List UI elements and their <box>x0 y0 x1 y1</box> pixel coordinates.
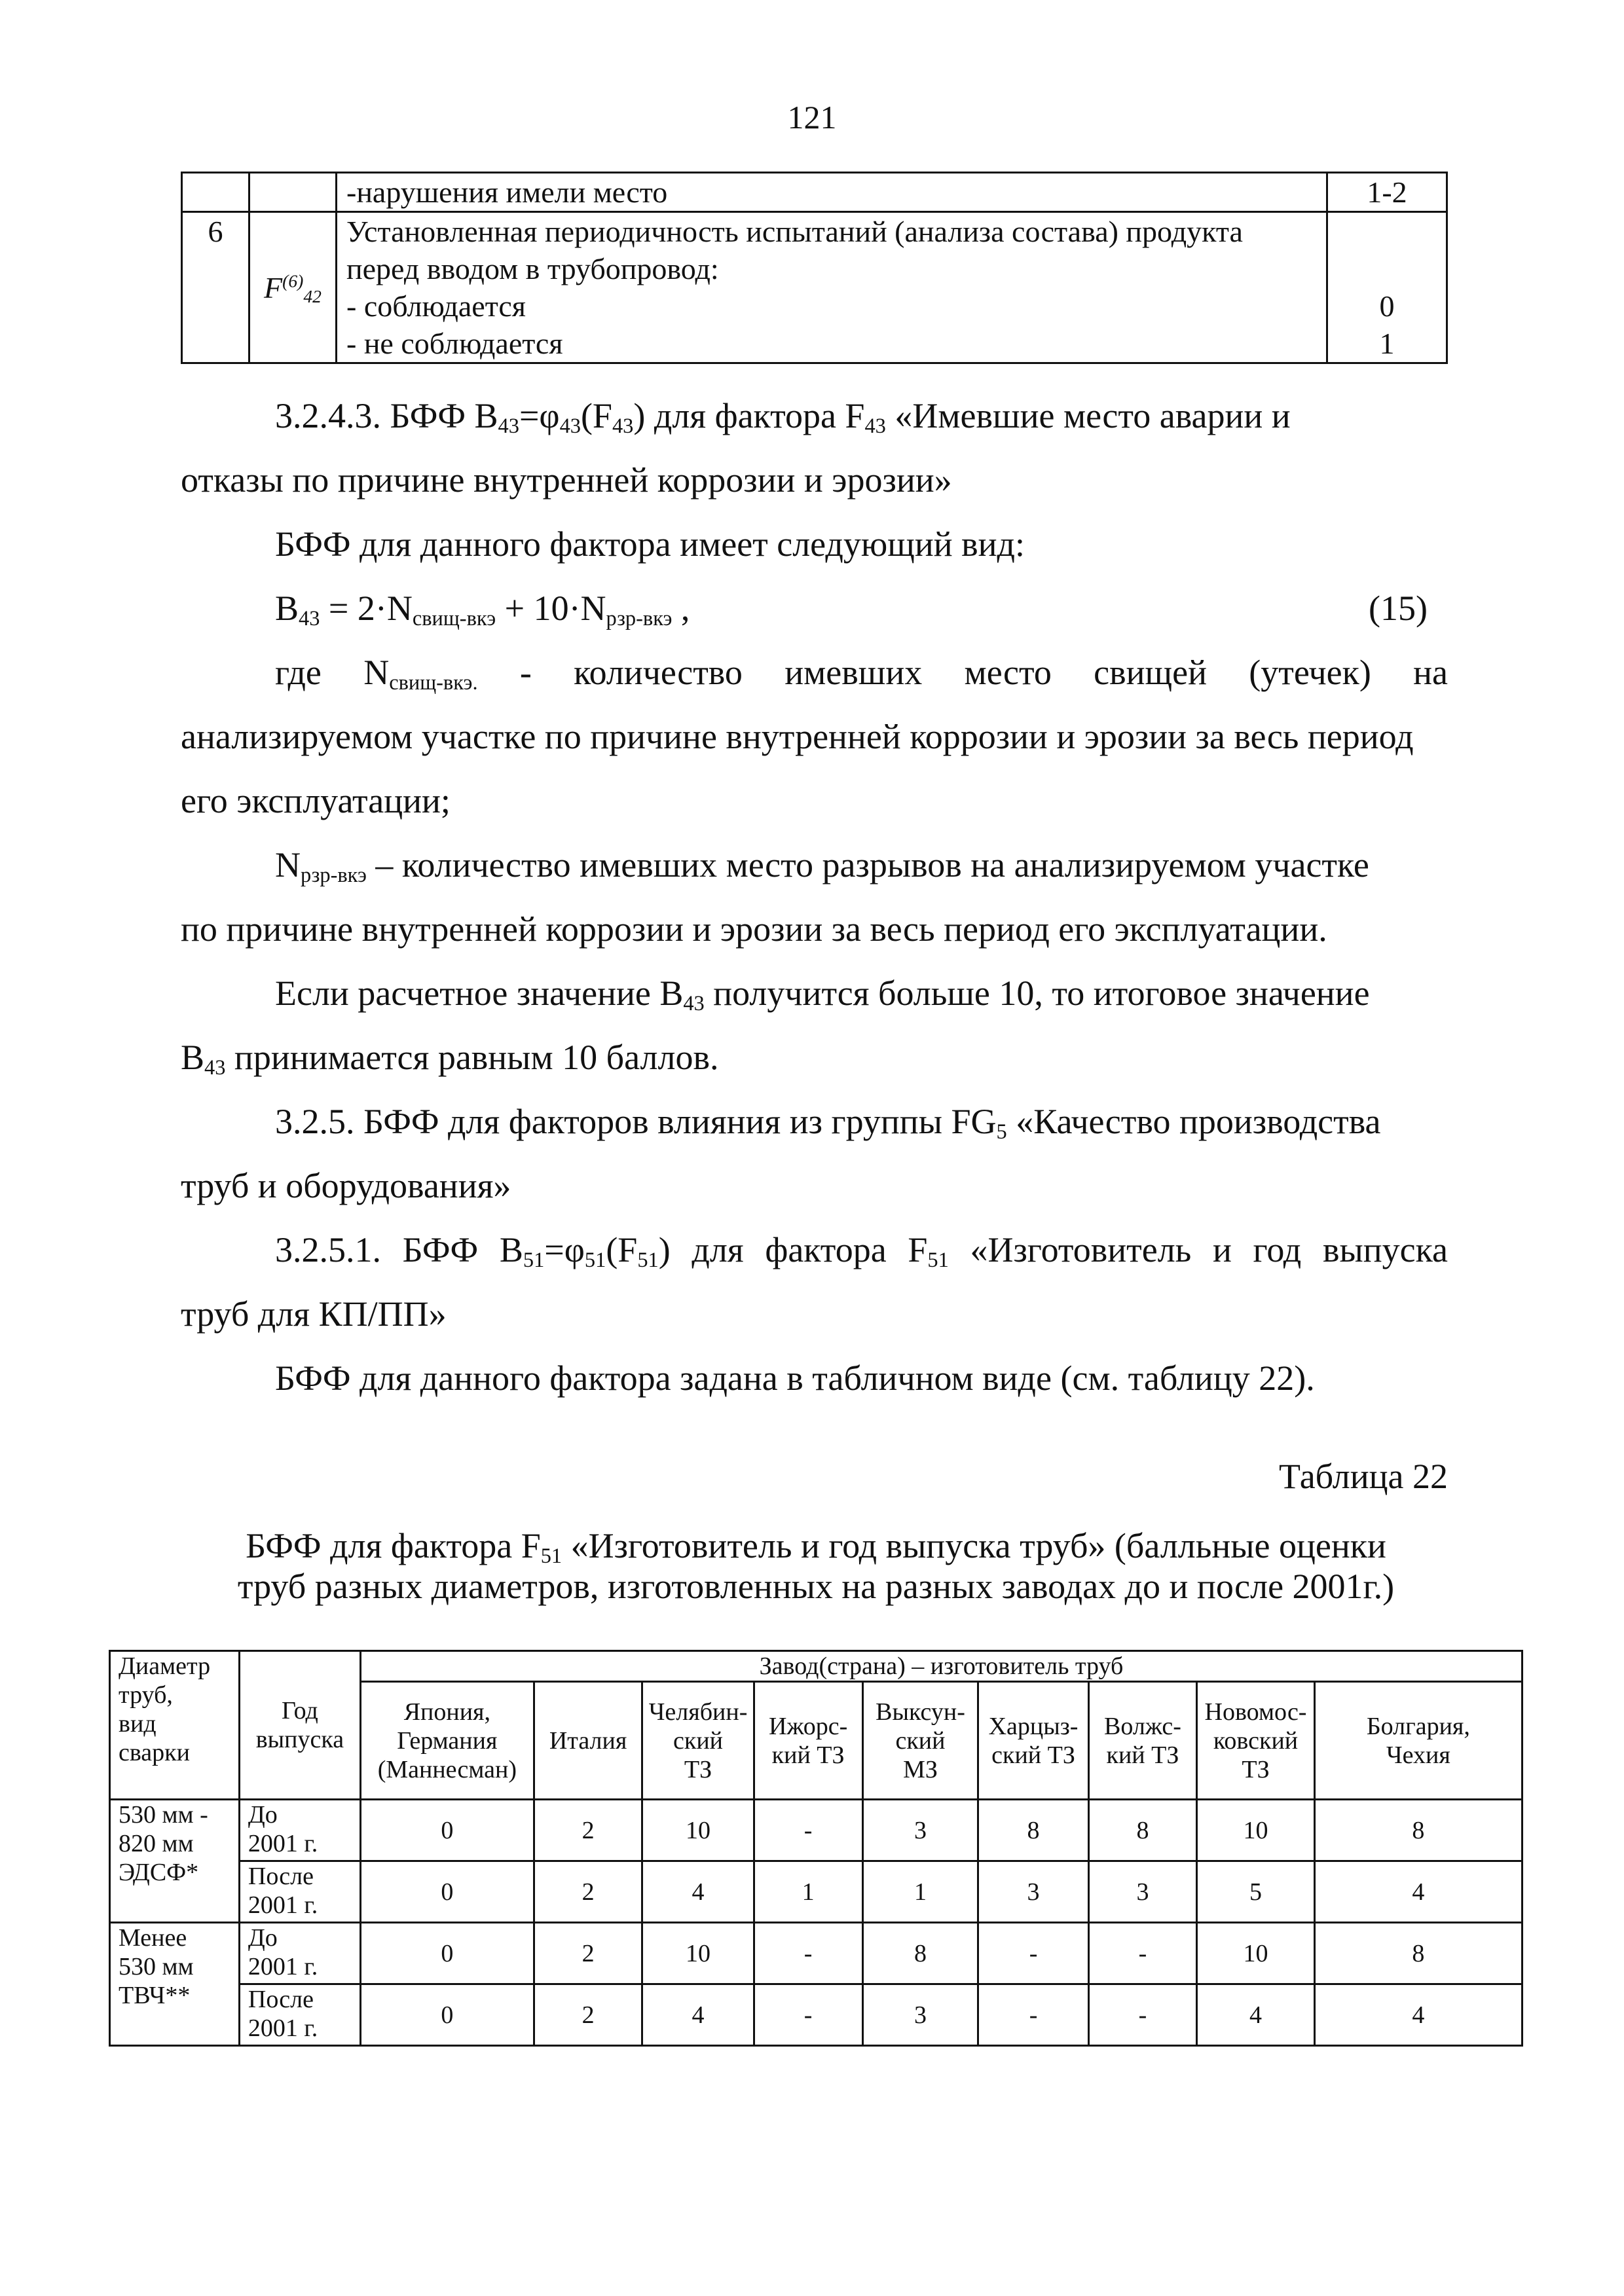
score-cell: 8 <box>1088 1800 1197 1861</box>
score-cell: 0 <box>360 1861 534 1923</box>
page-number: 121 <box>787 99 837 136</box>
row-number: 6 <box>182 212 249 363</box>
score-cell: 8 <box>1314 1800 1522 1861</box>
table-row <box>110 1923 1522 1984</box>
row-year: До 2001 г. <box>239 1800 360 1861</box>
formula-number: (15) <box>1369 589 1428 628</box>
header-plant-group: Завод(страна) – изготовитель труб <box>360 1651 1522 1682</box>
header-plant: Выксун- ский МЗ <box>862 1682 978 1800</box>
score-cell: 3 <box>862 1800 978 1861</box>
header-plant: Челябин- ский ТЗ <box>642 1682 754 1800</box>
score-cell: 1 <box>862 1861 978 1923</box>
header-plant: Харцыз- ский ТЗ <box>978 1682 1088 1800</box>
top-table <box>181 172 1448 364</box>
score-cell: 4 <box>642 1861 754 1923</box>
score-cell: 4 <box>1197 1984 1315 2046</box>
paragraph-line: где $N_{свищ-вкэ.}$ - количество имевших место свищей (утечек) на <box>275 653 1449 695</box>
paragraph-line: его эксплуатации; <box>181 781 451 820</box>
score-cell: 0 <box>360 1984 534 2046</box>
score-cell: 5 <box>1197 1861 1315 1923</box>
score-cell: - <box>978 1984 1088 2046</box>
paragraph-line: $В_{43}$ принимается равным 10 баллов. <box>181 1038 719 1080</box>
score-cell: - <box>1088 1984 1197 2046</box>
table-header-row <box>110 1651 1522 1682</box>
table-label: Таблица 22 <box>1279 1457 1448 1496</box>
score-cell: - <box>754 1984 862 2046</box>
score-cell: 8 <box>1314 1923 1522 1984</box>
factor-symbol: $F^{(6)}_{42}$ <box>249 212 337 363</box>
section-heading-3251: 3.2.5.1. БФФ $В_{51}=\varphi_{51}(F_{51})$ для фактора $F_{51}$ «Изготовитель и год выпуска <box>275 1230 1448 1273</box>
score-cell: 2 <box>534 1800 642 1861</box>
score-cell: 2 <box>534 1861 642 1923</box>
score-cell: 0 <box>360 1923 534 1984</box>
score-cell: 1 <box>754 1861 862 1923</box>
header-plant: Япония, Германия (Маннесман) <box>360 1682 534 1800</box>
paragraph-line: Если расчетное значение $В_{43}$ получится больше 10, то итоговое значение <box>275 974 1370 1016</box>
score-cell: 3 <box>862 1984 978 2046</box>
paragraph-line: анализируемом участке по причине внутренней коррозии и эрозии за весь период <box>181 717 1414 756</box>
row-year: До 2001 г. <box>239 1923 360 1984</box>
header-plant: Волжс- кий ТЗ <box>1088 1682 1197 1800</box>
row-diameter: Менее 530 мм ТВЧ** <box>110 1923 240 2046</box>
paragraph-line: БФФ для данного фактора имеет следующий вид: <box>275 524 1025 564</box>
paragraph-line: труб для КП/ПП» <box>181 1294 447 1334</box>
score-cell: - <box>1088 1923 1197 1984</box>
paragraph-line: отказы по причине внутренней коррозии и эрозии» <box>181 460 952 500</box>
score-cell: - <box>754 1800 862 1861</box>
row-value: 0 1 <box>1327 212 1447 363</box>
score-cell: 10 <box>1197 1923 1315 1984</box>
score-cell: 8 <box>862 1923 978 1984</box>
score-cell: 10 <box>642 1800 754 1861</box>
score-cell: 0 <box>360 1800 534 1861</box>
score-cell: - <box>754 1923 862 1984</box>
table-row <box>110 1984 1522 2046</box>
header-diameter: Диаметр труб, вид сварки <box>110 1651 240 1800</box>
row-year: После 2001 г. <box>239 1984 360 2046</box>
score-cell: 10 <box>642 1923 754 1984</box>
table-row <box>182 212 1447 363</box>
score-cell: - <box>978 1923 1088 1984</box>
table-row <box>110 1800 1522 1861</box>
row-value: 1-2 <box>1327 173 1447 212</box>
table-caption: БФФ для фактора $F_{51}$ «Изготовитель и год выпуска труб» (балльные оценки труб разных диаметров, изготовленных на разных заводах до и после 2001г.) <box>237 1526 1395 1606</box>
paragraph-line: труб и оборудования» <box>181 1166 511 1205</box>
score-cell: 8 <box>978 1800 1088 1861</box>
table-row <box>182 173 1447 212</box>
score-cell: 10 <box>1197 1800 1315 1861</box>
row-text: Установленная периодичность испытаний (анализа состава) продукта перед вводом в трубопровод: - соблюдается - не соблюдается <box>337 212 1327 363</box>
header-year: Год выпуска <box>239 1651 360 1800</box>
section-heading-3243: 3.2.4.3. БФФ $В_{43}=\varphi_{43}(F_{43})$ для фактора $F_{43}$ «Имевшие место аварии и <box>275 396 1291 439</box>
score-cell: 2 <box>534 1984 642 2046</box>
header-plant: Италия <box>534 1682 642 1800</box>
section-heading-325: 3.2.5. БФФ для факторов влияния из группы $FG_5$ «Качество производства <box>275 1102 1381 1144</box>
score-cell: 4 <box>1314 1861 1522 1923</box>
formula-15: $В_{43} = 2\cdot N_{свищ-вкэ} + 10\cdot N_{рзр-вкэ}$ , <box>275 589 690 631</box>
header-plant: Ижорс- кий ТЗ <box>754 1682 862 1800</box>
row-diameter: 530 мм - 820 мм ЭДСФ* <box>110 1800 240 1923</box>
score-cell: 4 <box>1314 1984 1522 2046</box>
header-plant: Новомос- ковский ТЗ <box>1197 1682 1315 1800</box>
header-plant: Болгария, Чехия <box>1314 1682 1522 1800</box>
table-row <box>110 1861 1522 1923</box>
score-cell: 3 <box>1088 1861 1197 1923</box>
paragraph-line: $N_{рзр-вкэ}$ – количество имевших место разрывов на анализируемом участке <box>275 845 1369 888</box>
score-cell: 4 <box>642 1984 754 2046</box>
paragraph-line: БФФ для данного фактора задана в табличном виде (см. таблицу 22). <box>275 1358 1315 1398</box>
row-text: -нарушения имели место <box>337 173 1327 212</box>
row-year: После 2001 г. <box>239 1861 360 1923</box>
table-22 <box>109 1650 1523 2047</box>
score-cell: 3 <box>978 1861 1088 1923</box>
paragraph-line: по причине внутренней коррозии и эрозии за весь период его эксплуатации. <box>181 909 1327 949</box>
score-cell: 2 <box>534 1923 642 1984</box>
